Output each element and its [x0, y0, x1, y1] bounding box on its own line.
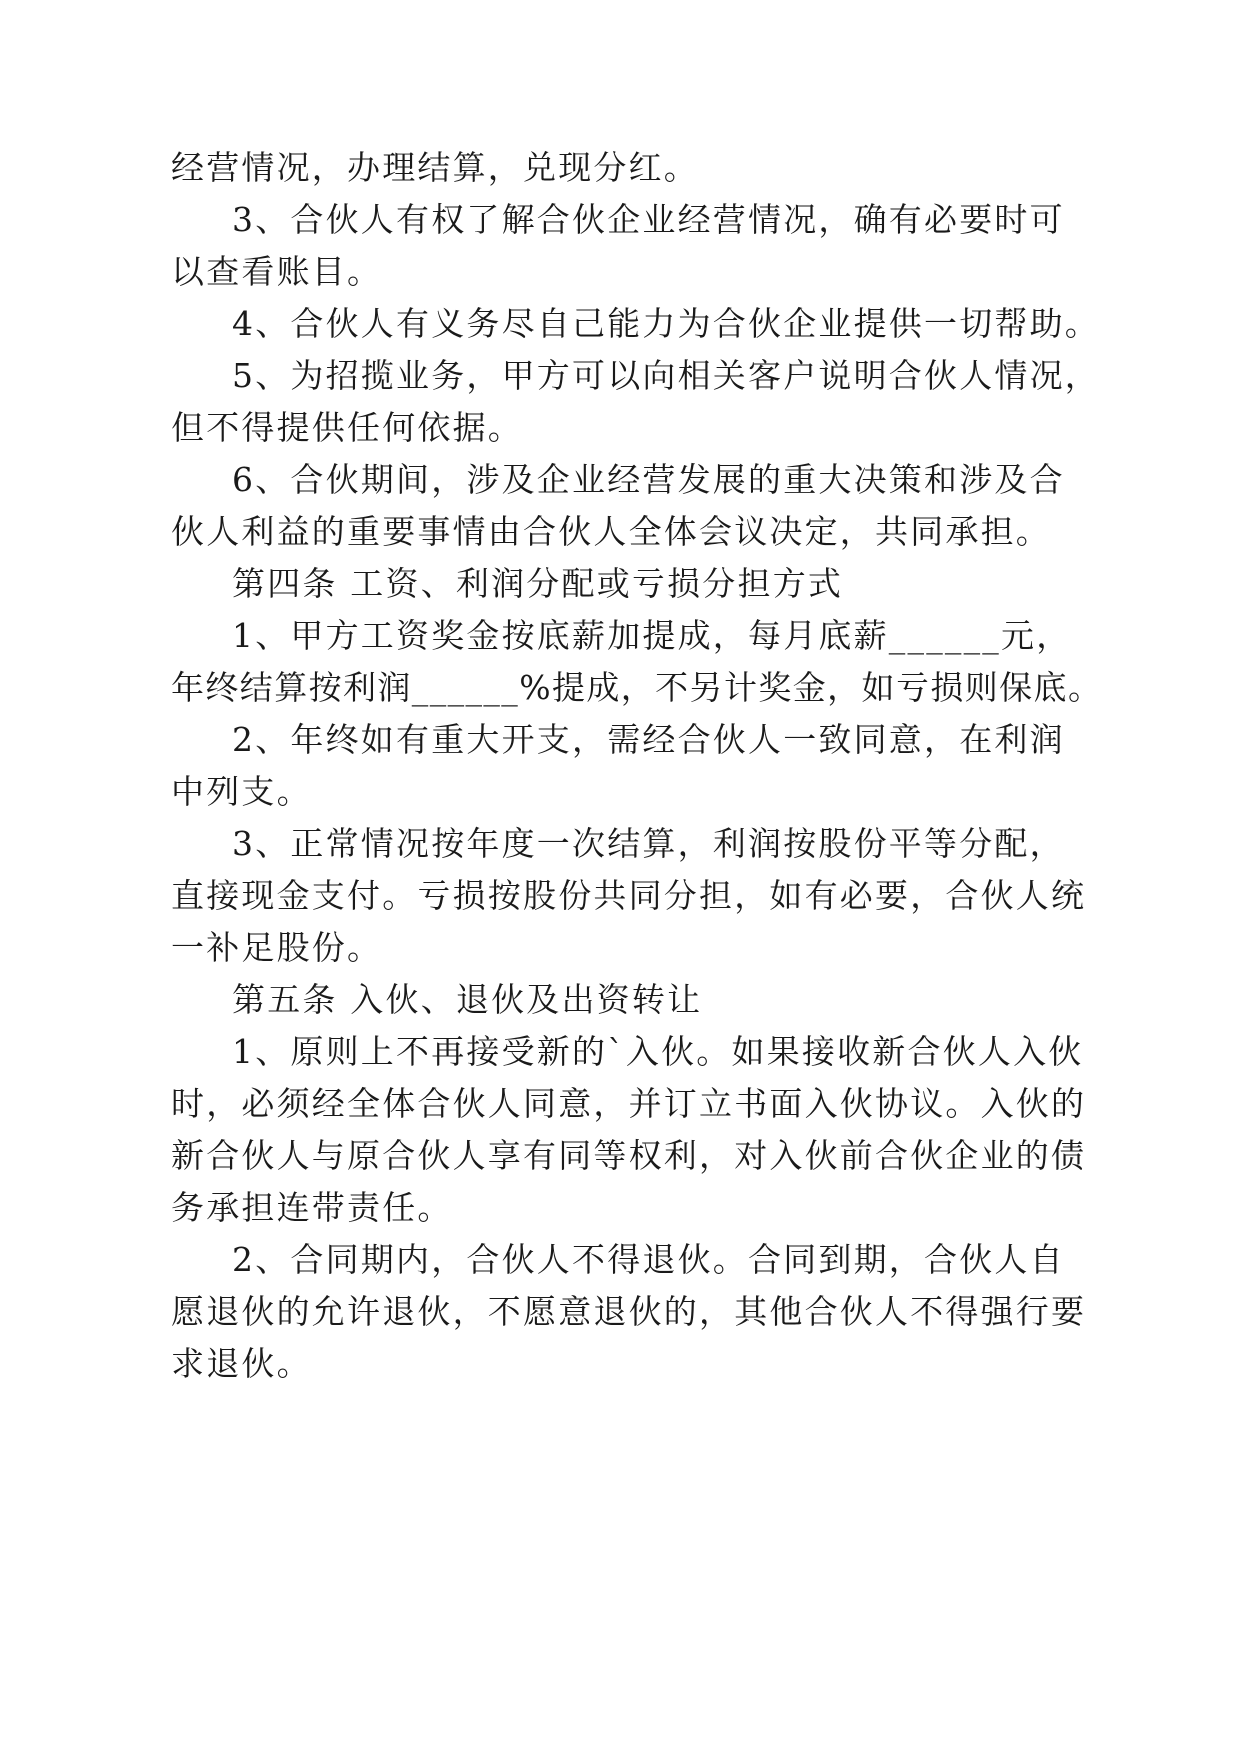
text-line-3: 以查看账目。: [171, 252, 383, 291]
text-line-22: 2、合同期内，合伙人不得退伙。合同到期，合伙人自: [232, 1240, 1065, 1279]
text-line-1: 经营情况，办理结算，兑现分红。: [171, 148, 699, 187]
text-line-12: 2、年终如有重大开支，需经合伙人一致同意，在利润: [232, 720, 1065, 759]
text-line-24: 求退伙。: [171, 1344, 312, 1383]
text-line-18: 1、原则上不再接受新的`入伙。如果接收新合伙人入伙: [232, 1032, 1084, 1071]
text-line-23: 愿退伙的允许退伙，不愿意退伙的，其他合伙人不得强行要: [171, 1292, 1087, 1331]
text-line-14: 3、正常情况按年度一次结算，利润按股份平等分配，: [232, 824, 1065, 863]
section-heading-4: 第四条 工资、利润分配或亏损分担方式: [232, 564, 844, 603]
text-line-13: 中列支。: [171, 772, 312, 811]
text-line-16: 一补足股份。: [171, 928, 383, 967]
text-line-5: 5、为招揽业务，甲方可以向相关客户说明合伙人情况，: [232, 356, 1100, 395]
text-line-20: 新合伙人与原合伙人享有同等权利，对入伙前合伙企业的债: [171, 1136, 1087, 1175]
text-line-10: 1、甲方工资奖金按底薪加提成，每月底薪______元，: [232, 616, 1072, 655]
text-line-8: 伙人利益的重要事情由合伙人全体会议决定，共同承担。: [171, 512, 1051, 551]
section-heading-5: 第五条 入伙、退伙及出资转让: [232, 980, 703, 1019]
text-line-7: 6、合伙期间，涉及企业经营发展的重大决策和涉及合: [232, 460, 1065, 499]
text-line-21: 务承担连带责任。: [171, 1188, 453, 1227]
text-line-15: 直接现金支付。亏损按股份共同分担，如有必要，合伙人统: [171, 876, 1087, 915]
text-line-19: 时，必须经全体合伙人同意，并订立书面入伙协议。入伙的: [171, 1084, 1087, 1123]
text-line-4: 4、合伙人有义务尽自己能力为合伙企业提供一切帮助。: [232, 304, 1100, 343]
text-line-6: 但不得提供任何依据。: [171, 408, 523, 447]
text-line-11: 年终结算按利润______%提成，不另计奖金，如亏损则保底。: [171, 668, 1103, 707]
text-line-2: 3、合伙人有权了解合伙企业经营情况，确有必要时可: [232, 200, 1065, 239]
